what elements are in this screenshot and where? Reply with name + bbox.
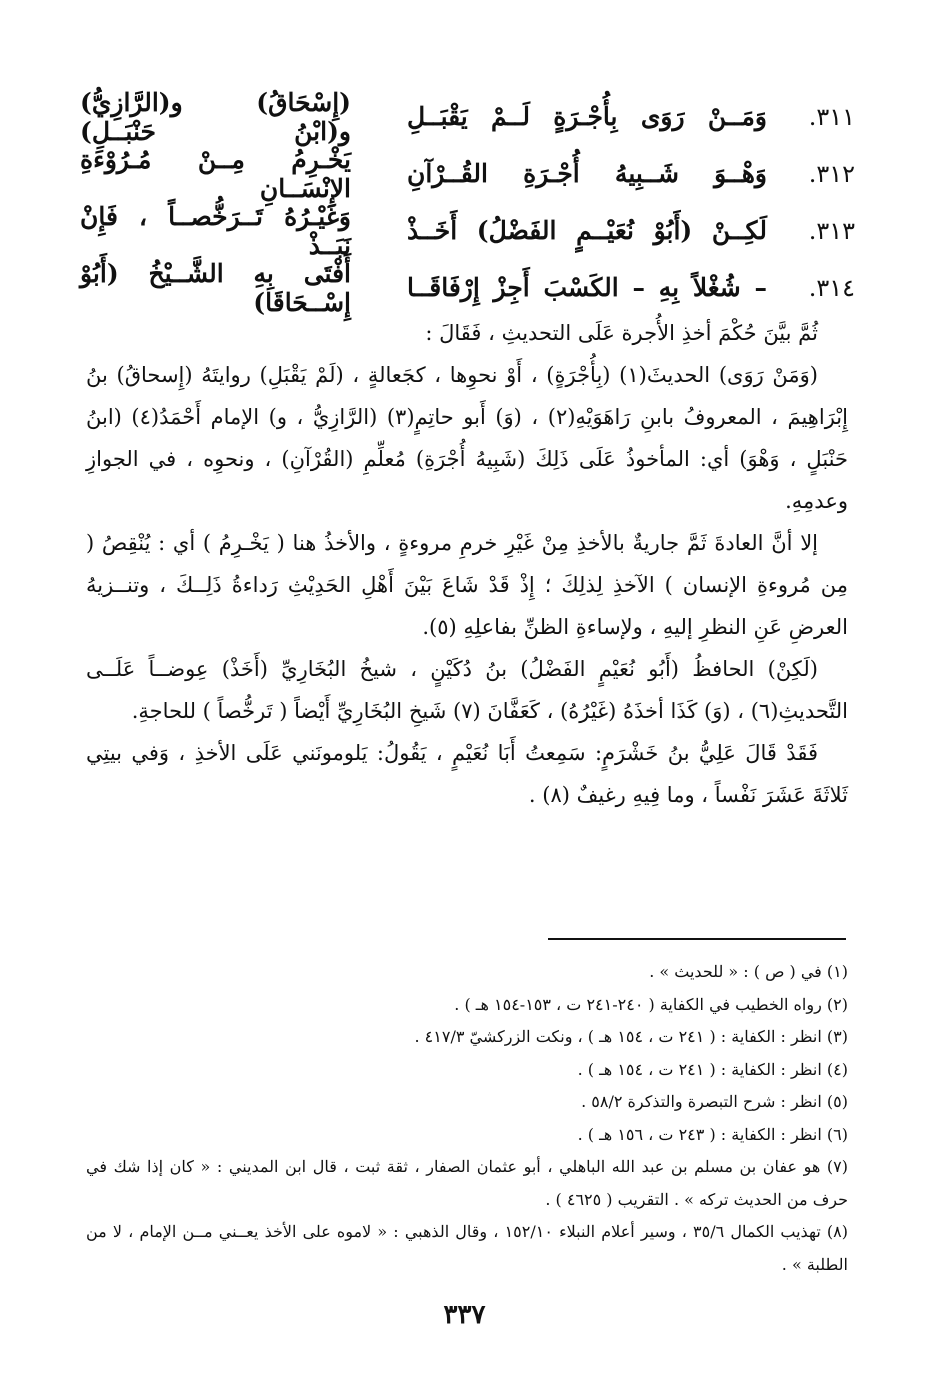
footnote: (٧) هو عفان بن مسلم بن عبد الله الباهلي ، أبو عثمان الصفار ، ثقة ثبت ، قال ابن المديني : « كان إذا شك في حرف من الحديث تركه » . التقريب ( ٤٦٢٥ ) . <box>86 1157 848 1209</box>
verse-second-hemistich: يَخْـرِمُ مِــنْ مُـرُوْءَةِ الإِنْسَــانِ <box>80 144 351 203</box>
commentary-paragraph: ثُمَّ بيَّنَ حُكْمَ أخذِ الأُجرة عَلَى التحديثِ ، فَقَالَ : <box>425 321 818 345</box>
verse-line <box>80 259 855 316</box>
footnote: (١) في ( ص ) : « للحديث » . <box>649 962 848 981</box>
verse-first-hemistich: وَمَــنْ رَوَى بِأُجْـرَةٍ لَــمْ يَقْبَــلِ <box>407 102 767 131</box>
commentary-paragraph: فَقَدْ قَالَ عَلِيُّ بنُ خَشْرَمٍ: سَمِعتُ أَبَا نُعَيْمٍ ، يَقُولُ: يَلومونَني عَلَى الأخذِ ، وَفي بيتِي ثَلاثَةَ عَشَرَ نَفْساً ، وما فِيهِ رغيفٌ (٨) . <box>86 741 848 807</box>
verse-block <box>80 88 855 316</box>
page-number: ٣٣٧ <box>443 1300 486 1330</box>
verse-number: ٣١٢. <box>808 159 855 188</box>
verse-first-hemistich: – شُغْلاً بِهِ – الكَسْبَ أَجِزْ إِرْفَاقَــا <box>407 273 767 302</box>
verse-first-hemistich: لَكِــنْ (أَبُوْ نُعَيْــمٍ الفَضْلُ) أَخَــذْ <box>407 216 767 245</box>
commentary-paragraph: إلا أنَّ العادةَ ثَمَّ جاريةٌ بالأخذِ مِنْ غَيْرِ خرمِ مروءةٍ ، والأخذُ هنا ( يَخْـرِمُ ) أي : يُنْقِصُ ( مِن مُروءةِ الإنسان ) الآخذِ لِذلِكَ ؛ إِذْ قَدْ شَاعَ بَيْنَ أَهْلِ الحَدِيْثِ رَداءةُ ذَلِــكَ ، وتنــزيهُ العرضِ عَنِ النظرِ إليهِ ، ولإساءةِ الظنِّ بفاعلِهِ (٥). <box>86 531 848 639</box>
verse-line <box>80 88 855 145</box>
verse-number: ٣١١. <box>808 102 855 131</box>
verse-second-hemistich: وَغَيْـرُهُ تَــرَخُّصــاً ، فَإِنْ نَبَــذْ <box>80 201 351 260</box>
commentary-paragraph: (لَكِنْ) الحافظُ (أَبُو نُعَيْمٍ الفَضْلُ) بنُ دُكَيْنٍ ، شيخُ البُخَارِيِّ (أَخَذْ) عِوضــاً عَلَــى التَّحديثِ(٦) ، (وَ) كَذَا أخذَهُ (غَيْرُهُ) ، كَعَفَّانَ (٧) شَيخِ البُخَارِيِّ أَيْضاً ( تَرخُّصاً ) للحاجةِ. <box>86 657 848 723</box>
footnote: (٢) رواه الخطيب في الكفاية ( ٢٤٠-٢٤١ ت ، ١٥٣-١٥٤ هـ ) . <box>454 994 848 1014</box>
commentary-text <box>86 312 848 816</box>
verse-second-hemistich: أَفْتَى بِهِ الشَّــيْخُ (أَبُوْ إِسْــحَاقَا) <box>80 258 351 317</box>
commentary-paragraph: (وَمَنْ رَوَى) الحديثَ(١) (بِأُجْرَةٍ) ، أَوْ نحوِها ، كجَعالةٍ ، (لَمْ يَقْبَلِ) روايتَهُ (إِسحاقُ) بنُ إِبْرَاهِيمَ ، المعروفُ بابنِ رَاهَوَيْهِ(٢) ، (وَ) أَبو حاتِمٍ(٣) (الرَّازِيُّ ، و) الإمام أَحْمَدُ(٤) (ابنُ حَنْبَلٍ ، وَهْوَ) أي: المأخوذُ عَلَى ذَلِكَ (شَبِيهُ أُجْرَةِ) مُعلِّمِ (القُرْآنِ) ، ونحوِه ، في الجوازِ وعدمِهِ. <box>86 363 848 513</box>
footnote: (٦) انظر : الكفاية : ( ٢٤٣ ت ، ١٥٦ هـ ) . <box>577 1124 848 1144</box>
verse-second-hemistich: (إِسْحَاقُ) و(الرَّازِيُّ) و(ابْنُ حَنْبَــلِ) <box>80 87 351 146</box>
footnote-separator <box>548 938 846 940</box>
footnote: (٨) تهذيب الكمال ٣٥/٦ ، وسير أعلام النبلاء ١٥٢/١٠ ، وقال الذهبي : « لاموه على الأخذ يعــني مــن الإمام ، لا من الطلبة » . <box>86 1222 848 1274</box>
footnotes <box>86 956 848 1281</box>
verse-number: ٣١٣. <box>808 216 855 245</box>
verse-line <box>80 145 855 202</box>
footnote: (٥) انظر : شرح التبصرة والتذكرة ٥٨/٢ . <box>581 1092 848 1111</box>
footnote: (٤) انظر : الكفاية : ( ٢٤١ ت ، ١٥٤ هـ ) . <box>577 1059 848 1079</box>
footnote: (٣) انظر : الكفاية : ( ٢٤١ ت ، ١٥٤ هـ ) ، ونكت الزركشيّ ٤١٧/٣ . <box>414 1027 848 1046</box>
verse-first-hemistich: وَهْــوَ شَــبِيهُ أُجْـرَةِ القُــرْآنِ <box>407 159 767 188</box>
verse-number: ٣١٤. <box>808 273 855 302</box>
verse-line <box>80 202 855 259</box>
